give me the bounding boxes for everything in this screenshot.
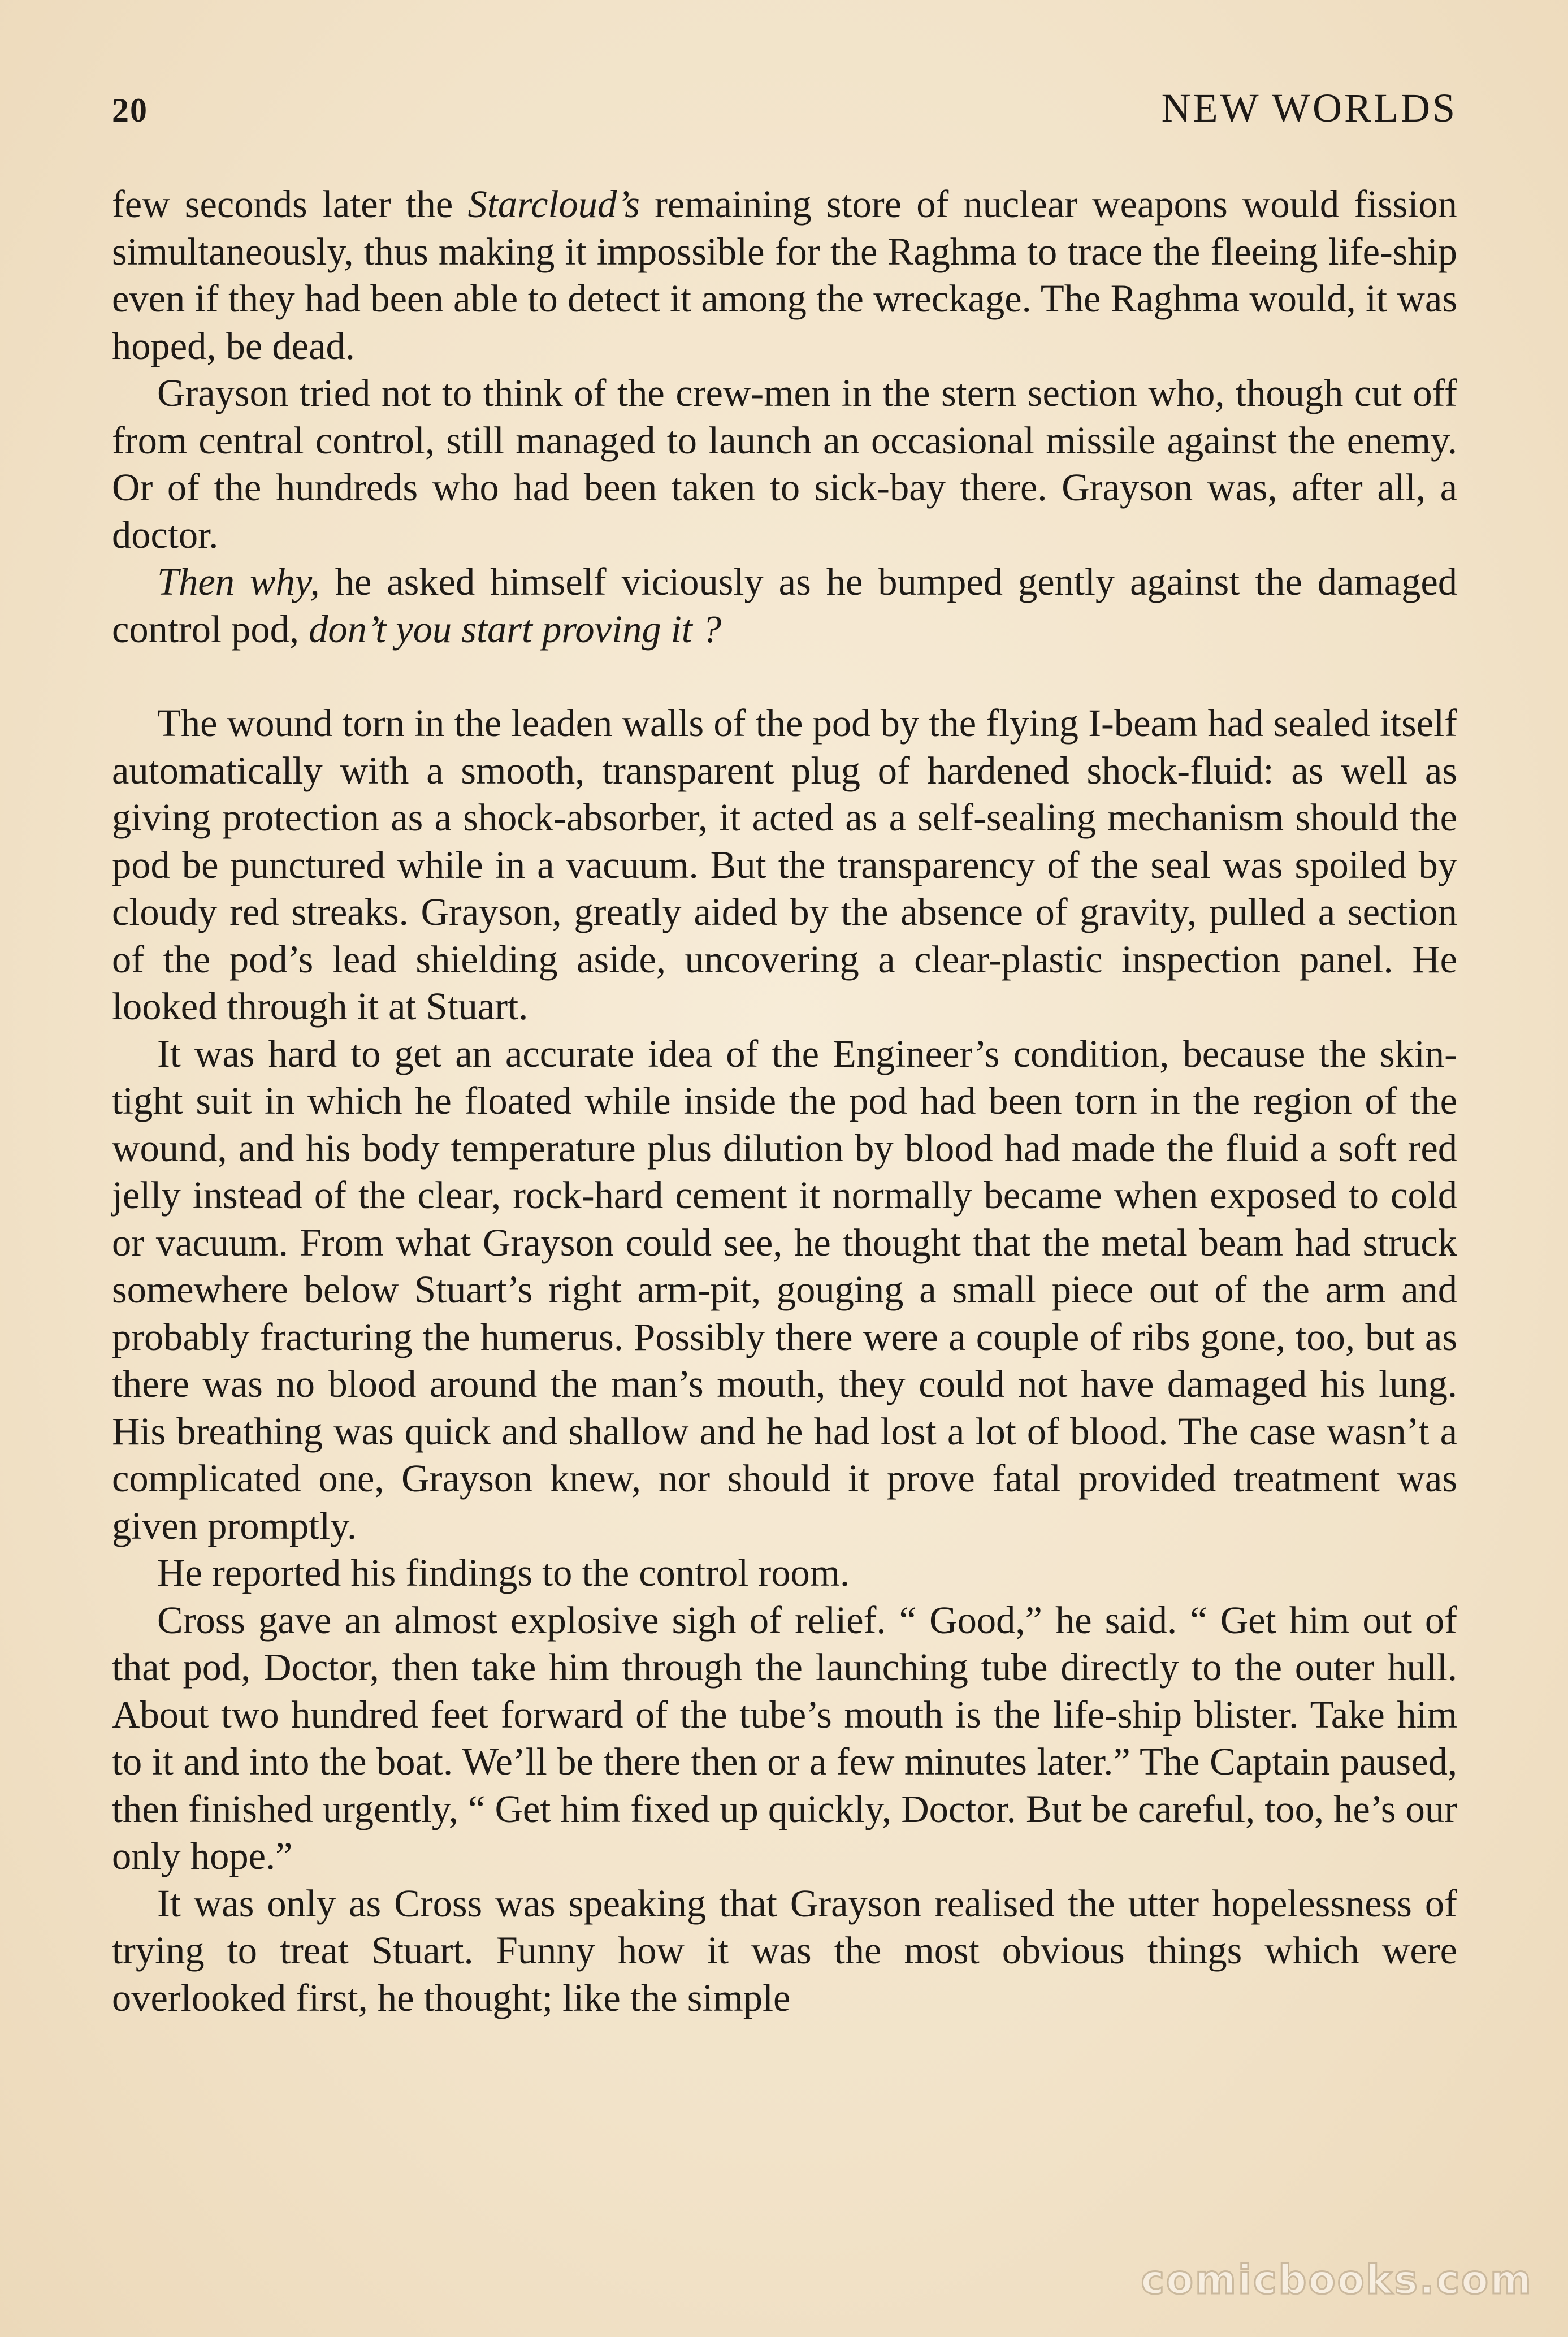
watermark-logo: comicbooks.com (1141, 2257, 1533, 2303)
paragraph-8: It was only as Cross was speaking that Grayson realised the utter hopelessness of trying to treat Stuart. Funny how it was the most obvious things which were overlooked first, he thought; like the simple (112, 1881, 1457, 2019)
book-page (112, 85, 1457, 2022)
page-number: 20 (112, 92, 148, 129)
paragraph-1-text-c: remaining store of nuclear weapons would fission simultaneously, thus making it impossible for the Raghma to trace the fleeing life-ship even if they had been able to detect it among the wreckage. The Raghma would, it was hoped, be dead. (112, 183, 1458, 367)
paragraph-3-italic-a: Then why, (157, 560, 320, 603)
paragraph-4: The wound torn in the leaden walls of the pod by the flying I-beam had sealed itself automatically with a smooth, transparent plug of hardened shock-fluid: as well as giving protection as a shock-absorber, it acted as a self-sealing mechanism should the pod be punctured while in a vacuum. But the transparency of the seal was spoiled by cloudy red streaks. Grayson, greatly aided by the absence of gravity, pulled a section of the pod’s lead shielding aside, uncovering a clear-plastic inspection panel. He looked through it at Stuart. (112, 702, 1457, 1028)
paragraph-3-text-b: he asked himself viciously as he bumped gently against the damaged control pod, (112, 560, 1457, 651)
paragraph-5: It was hard to get an accurate idea of the Engineer’s condition, because the skin-tight suit in which he floated while inside the pod had been torn in the region of the wound, and his body temperature plus dilution by blood had made the fluid a soft red jelly instead of the clear, rock-hard cement it normally became when exposed to cold or vacuum. From what Grayson could see, he thought that the metal beam had struck somewhere below Stuart’s right arm-pit, gouging a small piece out of the arm and probably fracturing the humerus. Possibly there were a couple of ribs gone, too, but as there was no blood around the man’s mouth, they could not have damaged his lung. His breathing was quick and shallow and he had lost a lot of blood. The case wasn’t a complicated one, Grayson knew, nor should it prove fatal provided treatment was given promptly. (112, 1032, 1457, 1547)
paragraph-1 (112, 181, 1457, 370)
body-text (112, 181, 1457, 2022)
ship-name-italic: Starcloud’s (467, 183, 640, 226)
running-head (112, 85, 1457, 147)
paragraph-7: Cross gave an almost explosive sigh of relief. “ Good,” he said. “ Get him out of that pod, Doctor, then take him through the launching tube directly to the outer hull. About two hundred feet forward of the tube’s mouth is the life-ship blister. Take him to it and into the boat. We’ll be there then or a few minutes later.” The Captain paused, then finished urgently, “ Get him fixed up quickly, Doctor. But be careful, too, he’s our only hope.” (112, 1598, 1457, 1877)
paragraph-1-text-a: few seconds later the (112, 183, 468, 226)
paragraph-3-italic-c: don’t you start proving it ? (309, 607, 722, 651)
paragraph-2: Grayson tried not to think of the crew-men in the stern section who, though cut off from central control, still managed to launch an occasional missile against the enemy. Or of the hundreds who had been taken to sick-bay there. Grayson was, after all, a doctor. (112, 371, 1457, 556)
paragraph-6: He reported his findings to the control room. (157, 1551, 850, 1594)
paragraph-3 (112, 559, 1457, 653)
running-title: NEW WORLDS (1161, 85, 1457, 131)
